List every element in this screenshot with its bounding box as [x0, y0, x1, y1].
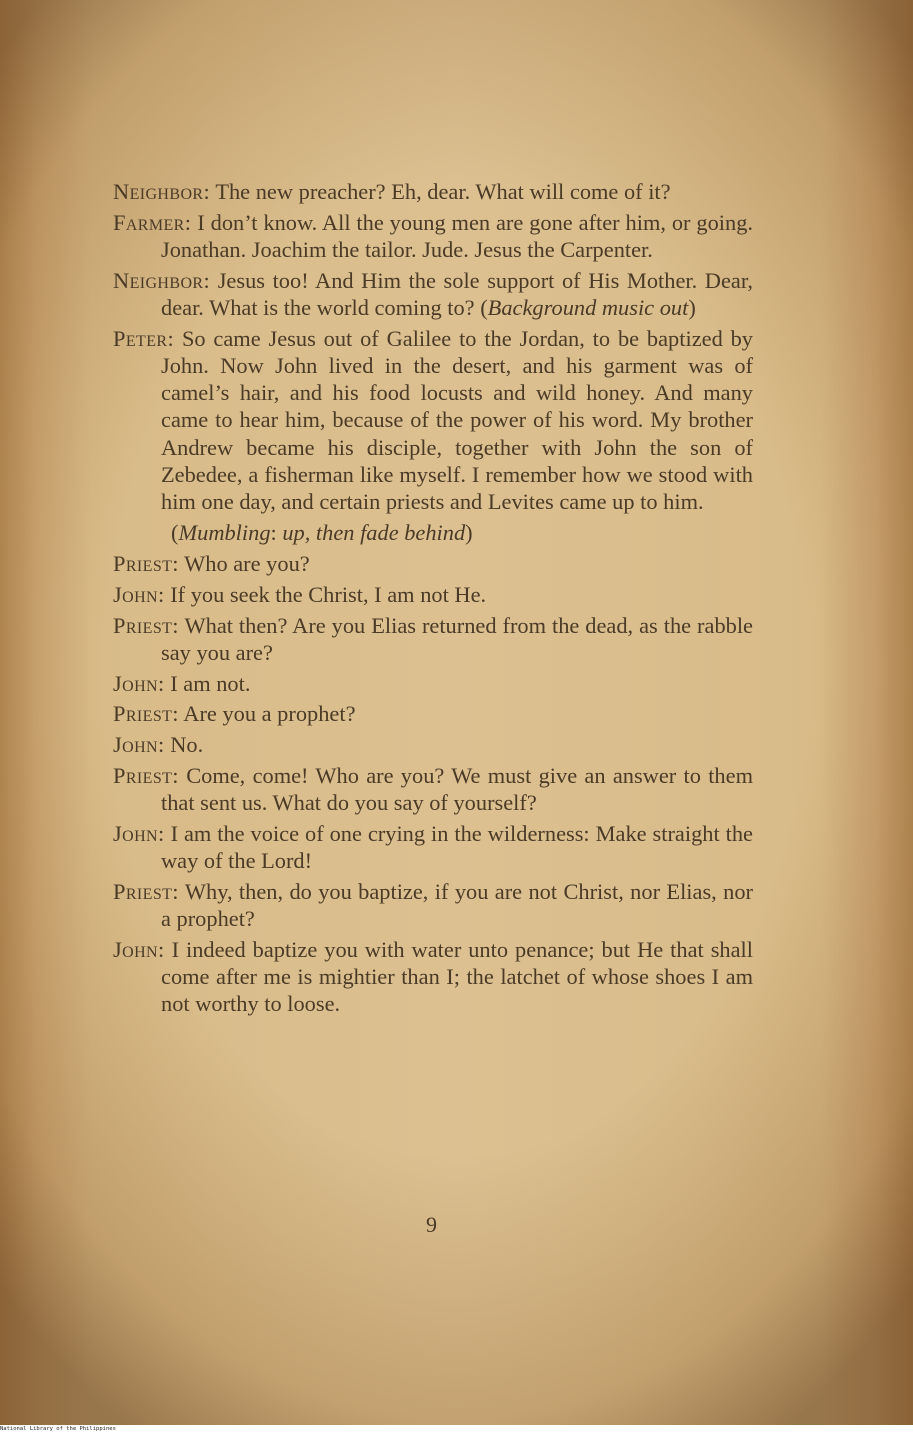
dialogue-text: The new preacher? Eh, dear. What will come of it? [215, 179, 671, 204]
speaker-name: John: [113, 732, 165, 758]
dialogue-text: Jesus too! And Him the sole support of His Mother. Dear, dear. What is the world coming to? [161, 267, 753, 320]
dialogue-text: I am not. [170, 670, 251, 696]
dialogue-text: Why, then, do you baptize, if you are not Christ, nor Elias, nor a prophet? [161, 879, 753, 932]
speaker-name: Peter: [113, 325, 175, 351]
speaker-name: Neighbor: [113, 267, 211, 293]
dialogue-text: Are you a prophet? [183, 701, 356, 727]
dialogue-entry [113, 550, 753, 577]
speaker-name: Priest: [113, 551, 179, 577]
library-footer: National Library of the Philippines [0, 1426, 116, 1432]
dialogue-entry [113, 670, 753, 697]
dialogue-text: I am the voice of one crying in the wilderness: Make straight the way of the Lord! [161, 821, 753, 874]
speaker-name: John: [113, 670, 165, 696]
dialogue-entry [113, 936, 753, 1018]
stage-direction-cue: Mumbling [178, 519, 271, 545]
dialogue-entry [113, 612, 753, 666]
speaker-name: John: [113, 821, 165, 846]
dialogue-entry: Neighbor: Jesus too! And Him the sole support of His Mother. Dear, dear. What is the world coming to? (Background music out) [113, 267, 753, 320]
speaker-name: Priest: [113, 763, 179, 788]
dialogue-text: What then? Are you Elias returned from the dead, as the rabble say you are? [161, 612, 753, 665]
stage-direction-separator: : [270, 519, 283, 545]
dialogue-text: I don’t know. All the young men are gone after him, or going. Jonathan. Joachim the tailor. Jude. Jesus the Carpenter. [161, 209, 753, 262]
dialogue-text: I indeed baptize you with water unto penance; but He that shall come after me is mightier than I; the latchet of whose shoes I am not worthy to loose. [161, 937, 753, 1017]
dialogue-entry [113, 820, 753, 874]
dialogue-entry [113, 878, 753, 932]
page-number: 9 [426, 1212, 437, 1237]
dialogue-entry [113, 325, 753, 515]
dialogue-entry [113, 762, 753, 816]
inline-stage-direction: Background music out [487, 295, 689, 320]
dialogue-entry [113, 209, 753, 263]
speaker-name: John: [113, 581, 165, 607]
dialogue-text: Who are you? [184, 551, 310, 577]
speaker-name: Priest: [113, 879, 179, 904]
dialogue-entry [113, 581, 753, 608]
speaker-name: Neighbor: [113, 179, 211, 204]
dialogue-entry [113, 731, 753, 758]
dialogue-text: So came Jesus out of Galilee to the Jordan, to be baptized by John. Now John lived in the desert, and his garment was of camel’s hair, and his food locusts and wild honey. And many came to hear him, because of the power of his word. My brother Andrew became his disciple, together with John the son of Zebedee, a fisherman like myself. I remember how we stood with him one day, and certain priests and Levites came up to him. [161, 325, 754, 515]
dialogue-entry [113, 700, 753, 727]
speaker-name: Priest: [113, 612, 179, 638]
stage-direction: (Mumbling: up, then fade behind) [171, 519, 473, 545]
script-text [113, 178, 753, 1021]
dialogue-text: No. [170, 732, 204, 758]
dialogue-text: Come, come! Who are you? We must give an answer to them that sent us. What do you say of yourself? [161, 763, 753, 816]
speaker-name: John: [113, 937, 165, 962]
stage-direction-instruction: up, then fade behind [282, 519, 466, 545]
dialogue-text: If you seek the Christ, I am not He. [170, 581, 487, 607]
speaker-name: Priest: [113, 701, 179, 727]
dialogue-entry [113, 178, 753, 205]
speaker-name: Farmer: [113, 209, 192, 235]
